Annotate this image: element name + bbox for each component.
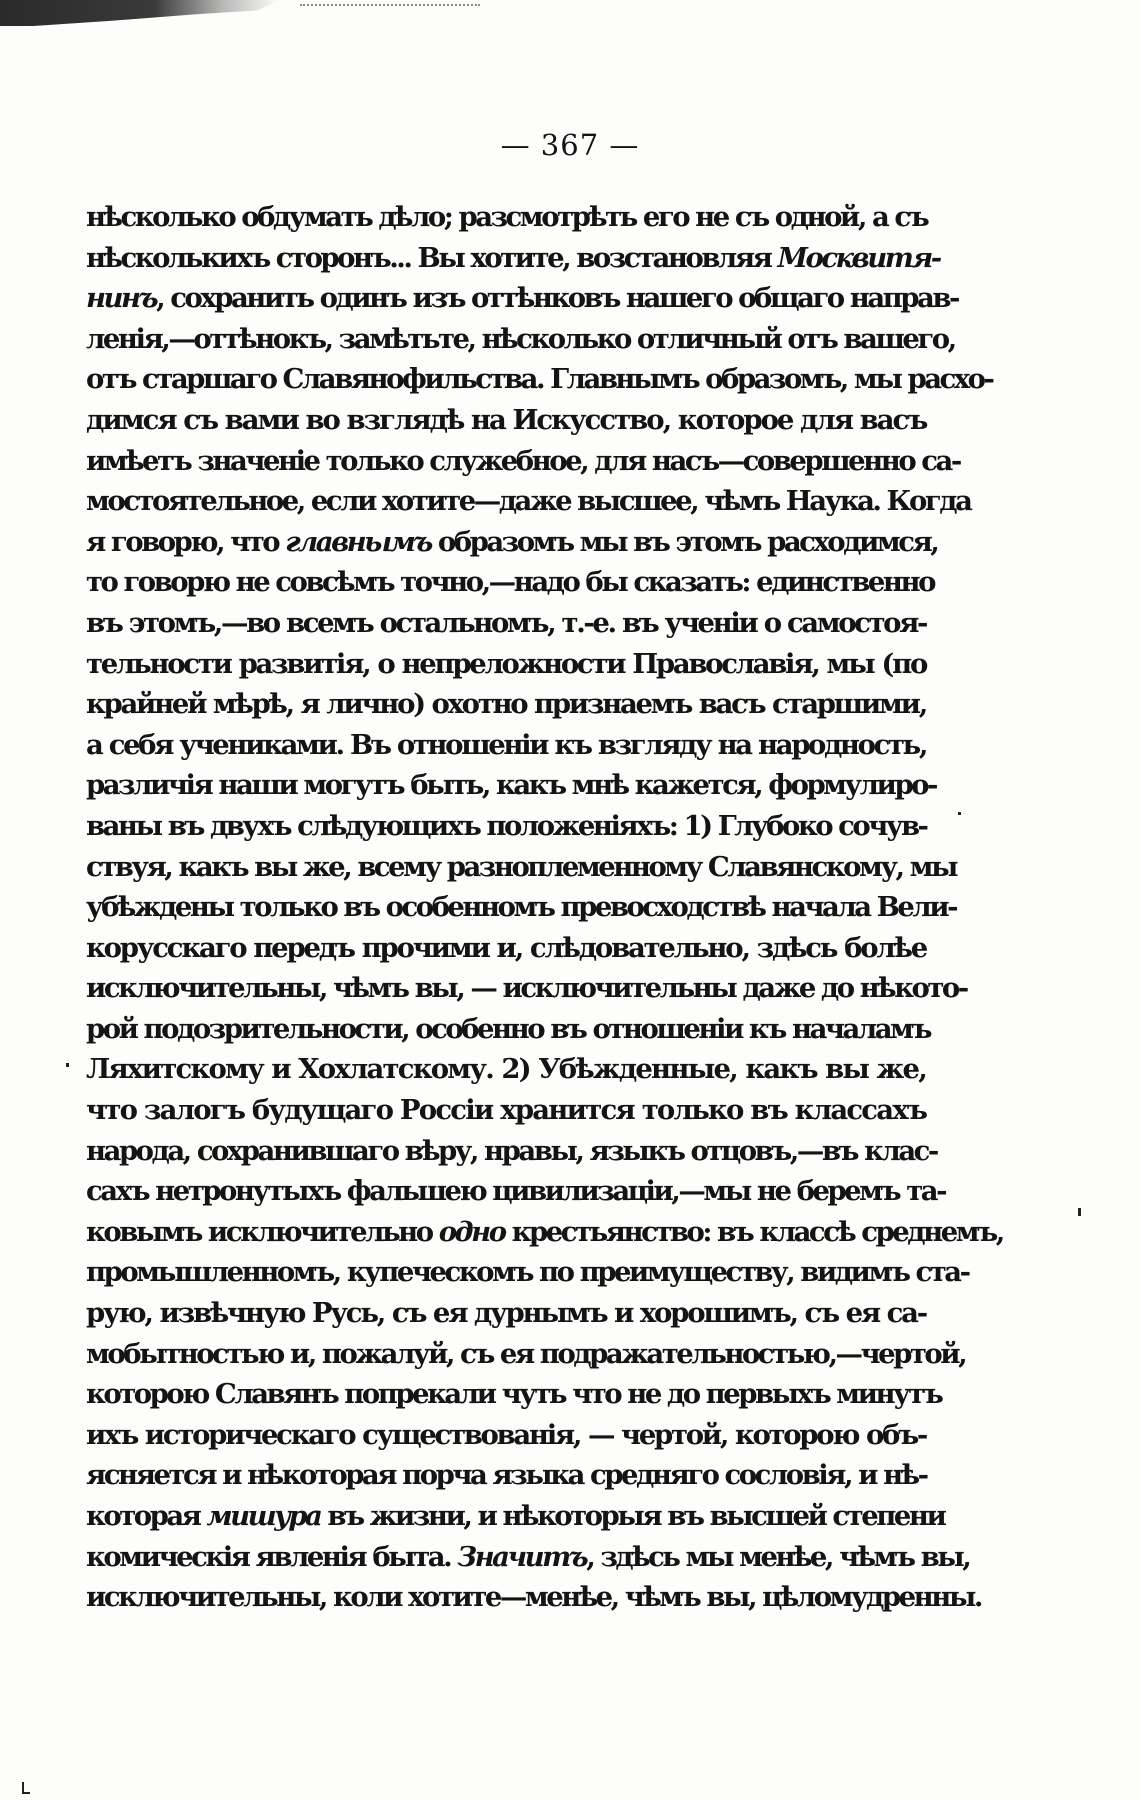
- text-line: отъ старшаго Славянофильства. Главнымъ образомъ, мы расхо-: [86, 363, 993, 396]
- text-line: крайней мѣрѣ, я лично) охотно признаемъ васъ старшими,: [86, 688, 926, 721]
- text-line: комическія явленія быта. Значитъ, здѣсь мы менѣе, чѣмъ вы,: [86, 1540, 970, 1573]
- text-line: которою Славянъ попрекали чуть что не до первыхъ минутъ: [86, 1378, 942, 1411]
- italic-title: нинъ: [86, 282, 157, 315]
- text-line: я говорю, что главнымъ образомъ мы въ этомъ расходимся,: [86, 525, 938, 558]
- text-line: тельности развитія, о непреложности Православія, мы (по: [86, 647, 926, 680]
- text-line: рой подозрительности, особенно въ отношеніи къ началамъ: [86, 1012, 931, 1045]
- text-line: димся съ вами во взглядѣ на Искусство, которое для васъ: [86, 403, 927, 436]
- text-line: сахъ нетронутыхъ фальшею цивилизаціи,—мы не беремъ та-: [86, 1175, 945, 1208]
- page-number: — 367 —: [500, 128, 640, 162]
- text-line: нинъ, сохранить одинъ изъ оттѣнковъ нашего общаго направ-: [86, 282, 958, 315]
- text-line: а себя учениками. Въ отношеніи къ взгляду на народность,: [86, 728, 926, 761]
- text-line: мобытностью и, пожалуй, съ ея подражательностью,—чертой,: [86, 1337, 966, 1370]
- text-line: мостоятельное, если хотите—даже высшее, чѣмъ Наука. Когда: [86, 485, 971, 518]
- text-line: рую, извѣчную Русь, съ ея дурнымъ и хорошимъ, съ ея са-: [86, 1297, 926, 1330]
- text-line: исключительны, коли хотите—менѣе, чѣмъ вы, цѣломудренны.: [86, 1581, 981, 1614]
- scan-speck: [22, 1792, 30, 1794]
- text-line: нѣсколько обдумать дѣло; разсмотрѣть его не съ одной, а съ: [86, 201, 928, 233]
- text-line: ваны въ двухъ слѣдующихъ положеніяхъ: 1) Глубоко сочув-: [86, 809, 927, 842]
- text-line: различія наши могутъ быть, какъ мнѣ кажется, формулиро-: [86, 769, 936, 802]
- text-line: исключительны, чѣмъ вы, — исключительны даже до нѣкото-: [86, 972, 967, 1005]
- italic-emphasis: одно: [438, 1215, 505, 1248]
- text-line: которая мишура въ жизни, и нѣкоторыя въ высшей степени: [86, 1500, 945, 1532]
- text-line: ихъ историческаго существованія, — чертой, которою объ-: [86, 1418, 926, 1451]
- scan-smudge: [0, 0, 280, 26]
- text-line: убѣждены только въ особенномъ превосходствѣ начала Вели-: [86, 891, 957, 924]
- text-line: народа, сохранившаго вѣру, нравы, языкъ отцовъ,—въ клас-: [86, 1134, 937, 1167]
- text-line: промышленномъ, купеческомъ по преимуществу, видимъ ста-: [86, 1256, 969, 1289]
- text-line: ленія,—оттѣнокъ, замѣтьте, нѣсколько отличный отъ вашего,: [86, 322, 955, 355]
- text-line: что залогъ будущаго Россіи хранится только въ классахъ: [86, 1094, 927, 1127]
- scan-speck: [1078, 1208, 1081, 1216]
- scan-speck: [958, 812, 961, 815]
- italic-title: Москвитя-: [777, 241, 940, 274]
- text-line: ясняется и нѣкоторая порча языка средняго сословія, и нѣ-: [86, 1459, 927, 1492]
- text-line: имѣетъ значеніе только служебное, для насъ—совершенно са-: [86, 444, 960, 477]
- text-line: Ляхитскому и Хохлатскому. 2) Убѣжденные, какъ вы же,: [86, 1053, 926, 1086]
- scan-speck: [66, 1063, 69, 1067]
- italic-emphasis: Значитъ: [457, 1540, 587, 1573]
- text-line: въ этомъ,—во всемъ остальномъ, т.-е. въ ученіи о самостоя-: [86, 606, 926, 639]
- italic-emphasis: главнымъ: [285, 525, 431, 558]
- text-line: нѣсколькихъ сторонъ... Вы хотите, возстановляя Москвитя-: [86, 241, 940, 274]
- text-line: то говорю не совсѣмъ точно,—надо бы сказать: единственно: [86, 566, 934, 599]
- text-line: ствуя, какъ вы же, всему разноплеменному Славянскому, мы: [86, 850, 957, 883]
- text-line: ковымъ исключительно одно крестьянство: въ классѣ среднемъ,: [86, 1215, 1003, 1248]
- text-line: корусскаго передъ прочими и, слѣдовательно, здѣсь болѣе: [86, 931, 926, 964]
- body-text: [86, 197, 1003, 1618]
- italic-emphasis: мишура: [206, 1500, 321, 1532]
- scan-dots: [300, 4, 480, 10]
